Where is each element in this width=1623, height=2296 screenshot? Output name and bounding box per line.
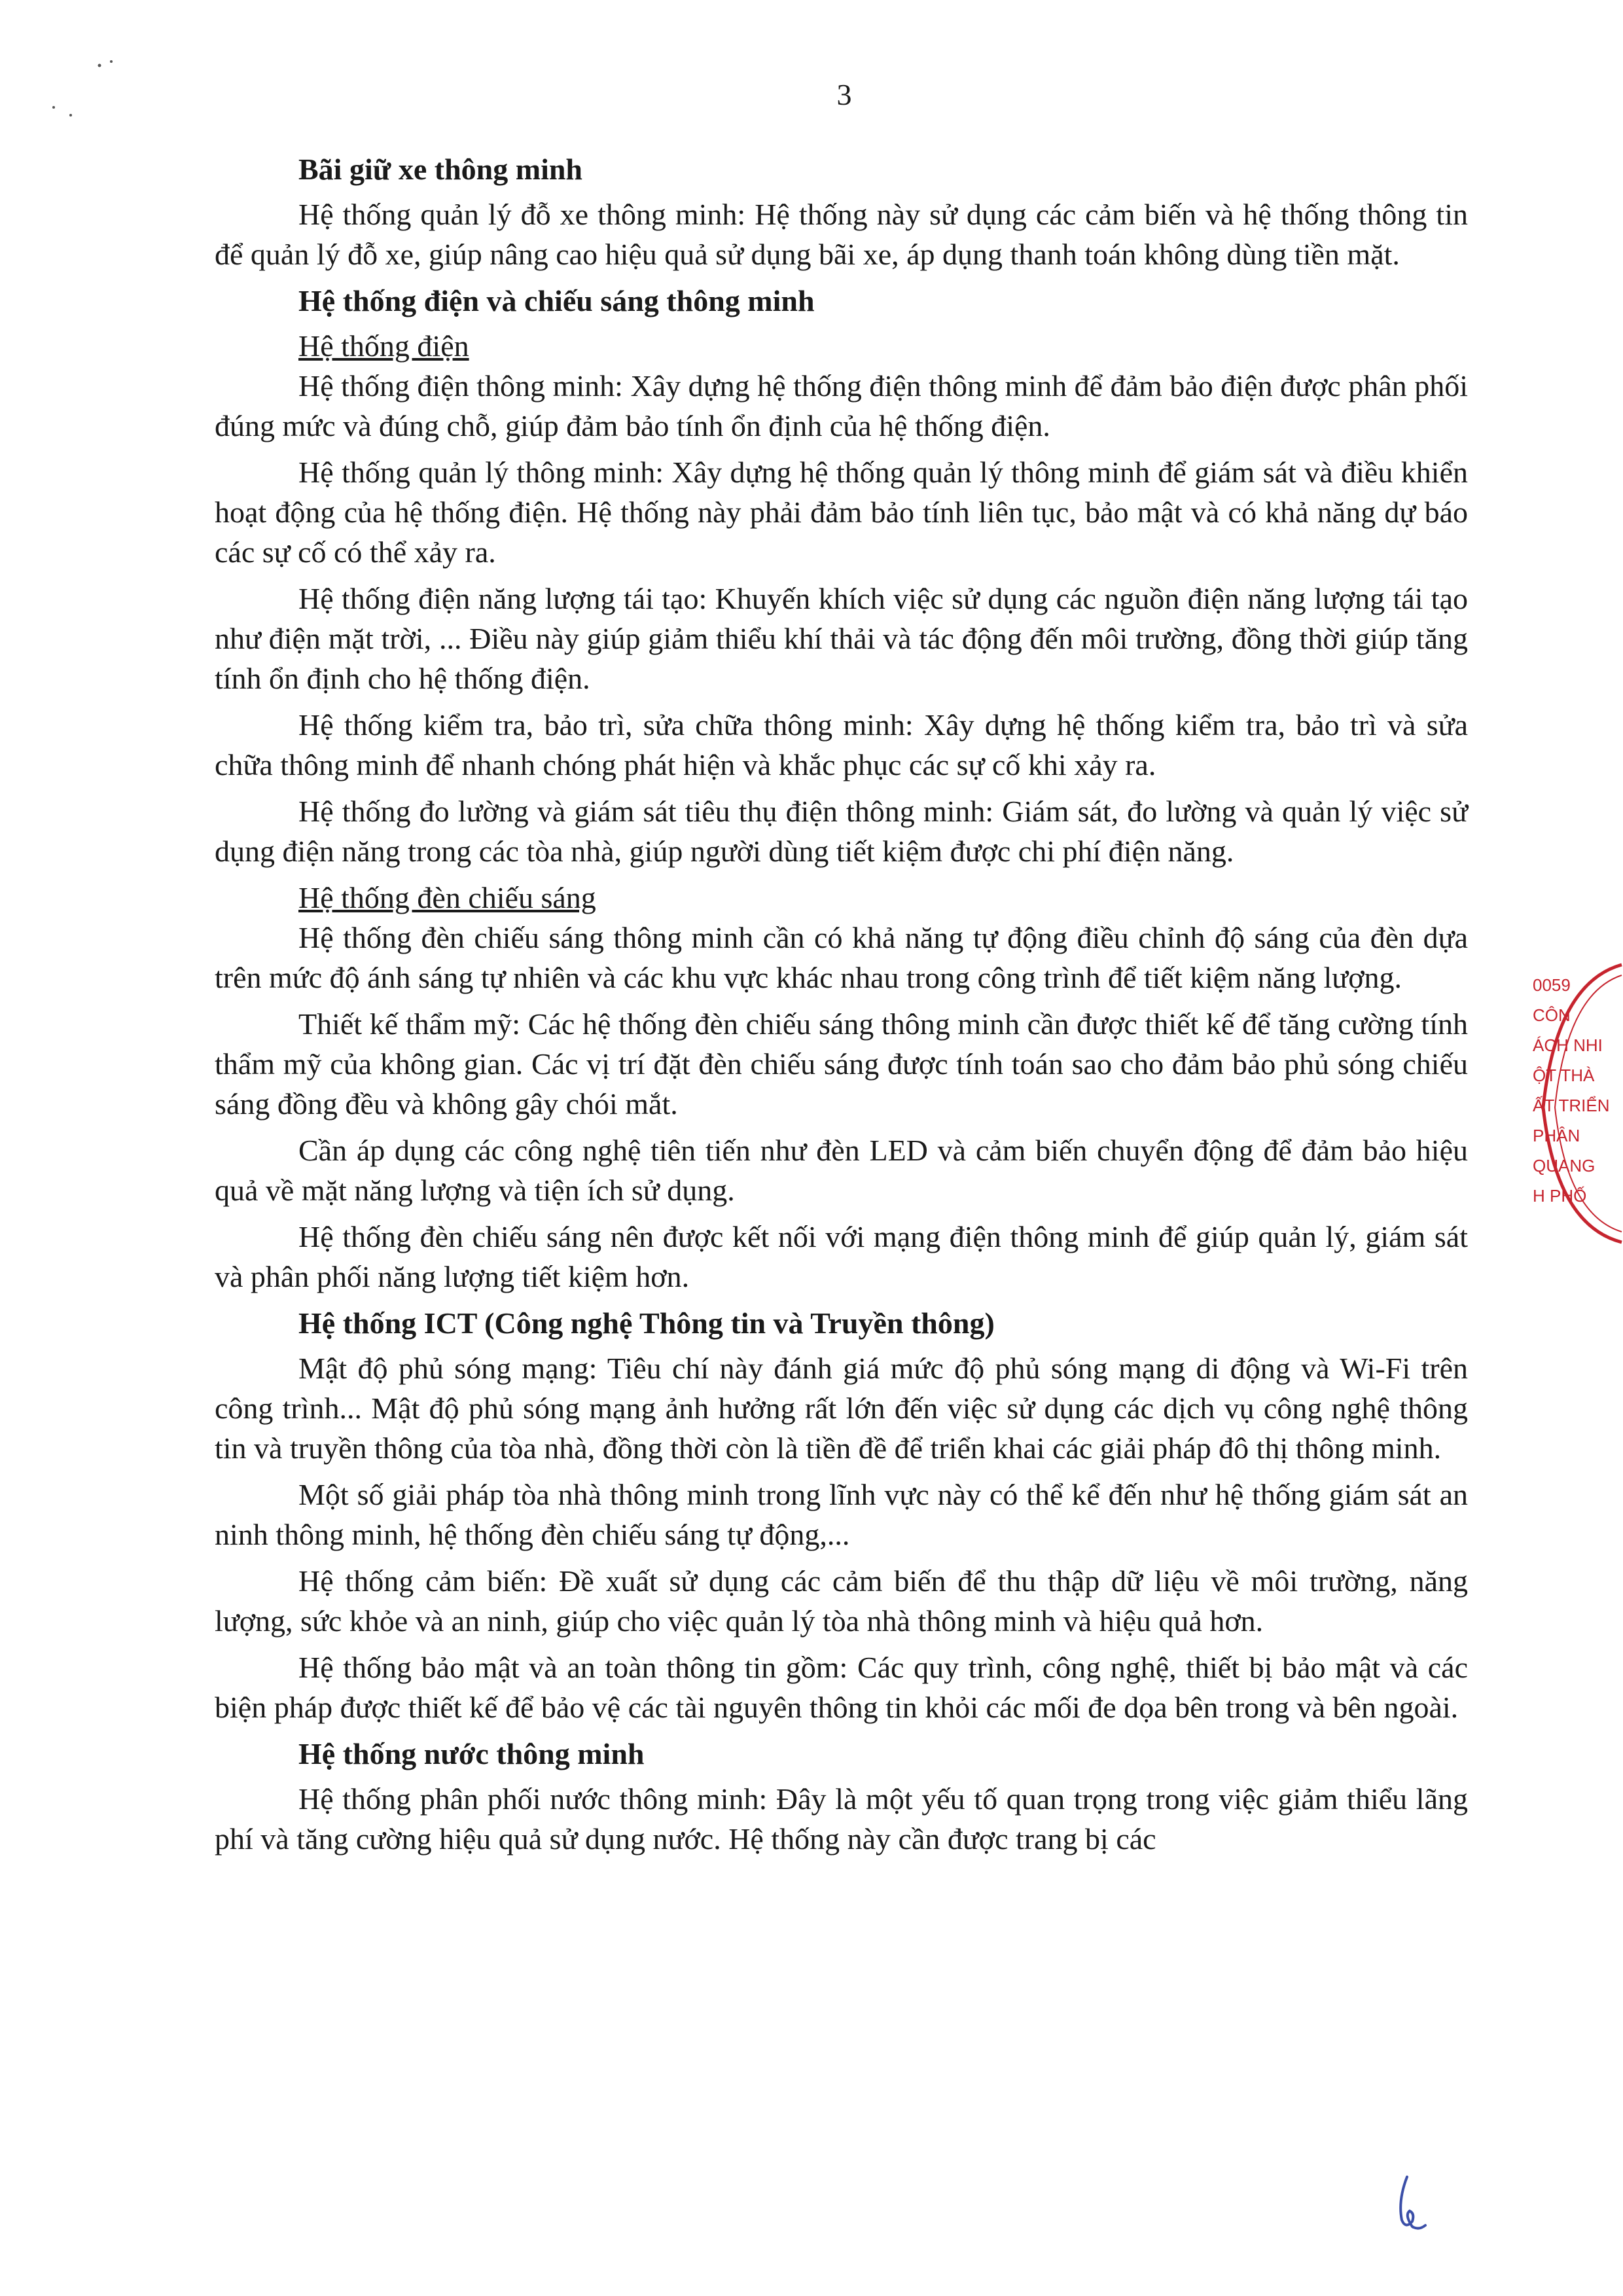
paragraph: Hệ thống cảm biến: Đề xuất sử dụng các cảm biến để thu thập dữ liệu về môi trường, năng lượng, sức khỏe và an ninh, giúp cho việc quản lý tòa nhà thông minh và hiệu quả hơn.	[215, 1564, 1468, 1638]
paragraph: Thiết kế thẩm mỹ: Các hệ thống đèn chiếu sáng thông minh cần được thiết kế để tăng cường tính thẩm mỹ của không gian. Các vị trí đặt đèn chiếu sáng được tính toán sao cho đảm bảo phủ sóng chiếu sáng đồng đều và không gây chói mắt.	[215, 1007, 1468, 1121]
subsection-title: Hệ thống đèn chiếu sáng	[298, 881, 596, 914]
scan-specks	[46, 52, 124, 134]
section-heading: Hệ thống ICT (Công nghệ Thông tin và Truyền thông)	[298, 1306, 995, 1340]
section-heading: Hệ thống nước thông minh	[298, 1737, 645, 1770]
initial-signature	[1393, 2174, 1432, 2233]
stamp-text: H PHỐ	[1533, 1186, 1587, 1206]
paragraph: Một số giải pháp tòa nhà thông minh trong lĩnh vực này có thể kể đến như hệ thống giám sát an ninh thông minh, hệ thống đèn chiếu sáng tự động,...	[215, 1478, 1468, 1551]
stamp-text: ỘT THÀ	[1533, 1066, 1595, 1085]
paragraph: Mật độ phủ sóng mạng: Tiêu chí này đánh giá mức độ phủ sóng mạng di động và Wi-Fi trên công trình... Mật độ phủ sóng mạng ảnh hưởng rất lớn đến việc sử dụng các dịch vụ công nghệ thông tin và truyền thông của tòa nhà, đồng thời còn là tiền đề để triển khai các giải pháp đô thị thông minh.	[215, 1352, 1468, 1465]
document-body	[215, 149, 1468, 1865]
paragraph: Hệ thống điện năng lượng tái tạo: Khuyến khích việc sử dụng các nguồn điện năng lượng tái tạo như điện mặt trời, ... Điều này giúp giảm thiểu khí thải và tác động đến môi trường, đồng thời giúp tăng tính ổn định cho hệ thống điện.	[215, 582, 1468, 695]
subsection-title: Hệ thống điện	[298, 329, 469, 363]
paragraph: Hệ thống kiểm tra, bảo trì, sửa chữa thông minh: Xây dựng hệ thống kiểm tra, bảo trì và sửa chữa thông minh để nhanh chóng phát hiện và khắc phục các sự cố khi xảy ra.	[215, 708, 1468, 781]
stamp-text: QUANG	[1533, 1156, 1596, 1175]
red-seal-stamp	[1517, 957, 1623, 1249]
paragraph: Hệ thống phân phối nước thông minh: Đây là một yếu tố quan trọng trong việc giảm thiểu lãng phí và tăng cường hiệu quả sử dụng nước. Hệ thống này cần được trang bị các	[215, 1782, 1468, 1856]
paragraph: Hệ thống điện thông minh: Xây dựng hệ thống điện thông minh để đảm bảo điện được phân phối đúng mức và đúng chỗ, giúp đảm bảo tính ổn định của hệ thống điện.	[215, 369, 1468, 442]
stamp-text: PHÂN	[1533, 1126, 1580, 1145]
paragraph: Cần áp dụng các công nghệ tiên tiến như đèn LED và cảm biến chuyển động để đảm bảo hiệu quả về mặt năng lượng và tiện ích sử dụng.	[215, 1134, 1468, 1207]
paragraph: Hệ thống đèn chiếu sáng thông minh cần có khả năng tự động điều chỉnh độ sáng của đèn dựa trên mức độ ánh sáng tự nhiên và các khu vực khác nhau trong công trình để tiết kiệm năng lượng.	[215, 921, 1468, 994]
section-heading: Hệ thống điện và chiếu sáng thông minh	[298, 284, 815, 317]
paragraph: Hệ thống quản lý đỗ xe thông minh: Hệ thống này sử dụng các cảm biến và hệ thống thông tin để quản lý đỗ xe, giúp nâng cao hiệu quả sử dụng bãi xe, áp dụng thanh toán không dùng tiền mặt.	[215, 198, 1468, 271]
page-number: 3	[836, 78, 852, 111]
paragraph: Hệ thống quản lý thông minh: Xây dựng hệ thống quản lý thông minh để giám sát và điều khiển hoạt động của hệ thống điện. Hệ thống này phải đảm bảo tính liên tục, bảo mật và có khả năng dự báo các sự cố có thể xảy ra.	[215, 456, 1468, 569]
stamp-text: 0059	[1533, 975, 1571, 995]
stamp-text: ẤT TRIỂN	[1533, 1096, 1610, 1115]
section-heading: Bãi giữ xe thông minh	[298, 152, 583, 186]
stamp-text: ÁCH NHI	[1533, 1035, 1603, 1055]
paragraph: Hệ thống bảo mật và an toàn thông tin gồm: Các quy trình, công nghệ, thiết bị bảo mật và các biện pháp được thiết kế để bảo vệ các tài nguyên thông tin khỏi các mối đe dọa bên trong và bên ngoài.	[215, 1651, 1468, 1724]
paragraph: Hệ thống đo lường và giám sát tiêu thụ điện thông minh: Giám sát, đo lường và quản lý việc sử dụng điện năng trong các tòa nhà, giúp người dùng tiết kiệm được chi phí điện năng.	[215, 795, 1468, 868]
paragraph: Hệ thống đèn chiếu sáng nên được kết nối với mạng điện thông minh để giúp quản lý, giám sát và phân phối năng lượng tiết kiệm hơn.	[215, 1220, 1468, 1293]
stamp-text: CÔN	[1533, 1005, 1571, 1025]
